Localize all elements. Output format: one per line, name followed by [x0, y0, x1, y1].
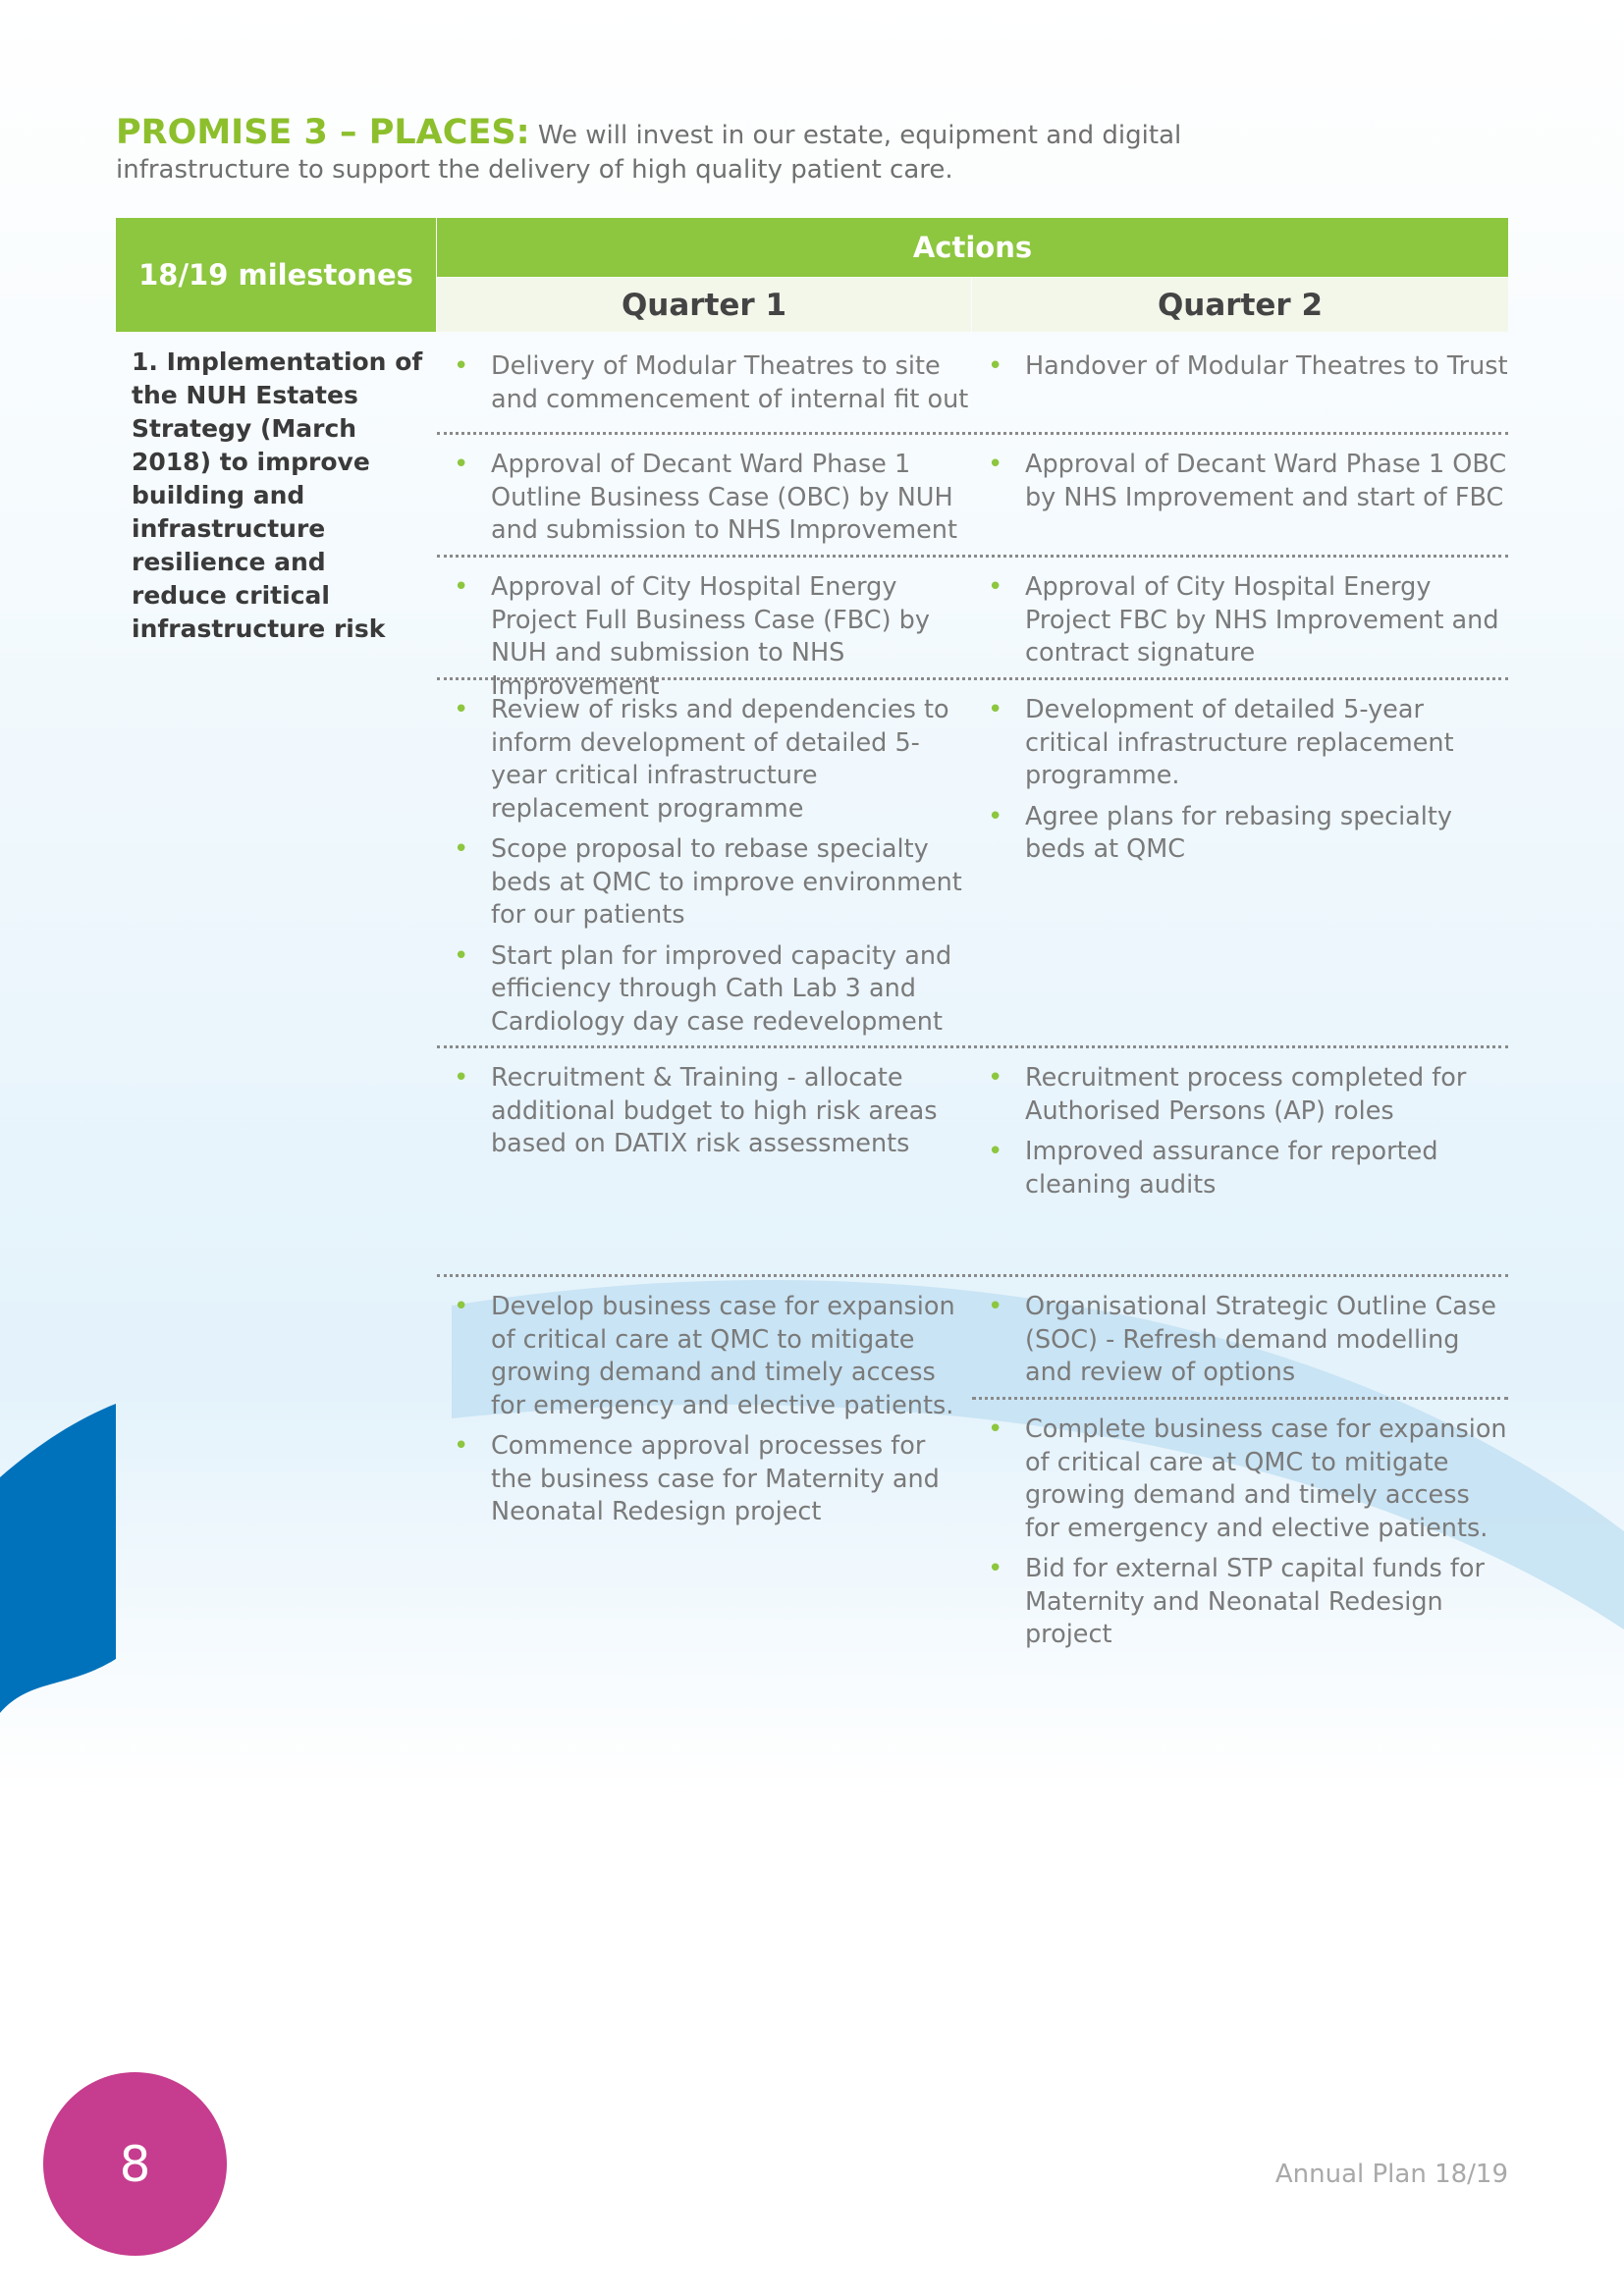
row3-q2 [988, 571, 1508, 678]
row4-q2 [988, 694, 1508, 875]
list-item: • Organisational Strategic Outline Case (SOC) - Refresh demand modelling and review of options [988, 1292, 1496, 1387]
list-item: • Development of detailed 5-year critical infrastructure replacement programme. [988, 695, 1454, 790]
milestones-header: 18/19 milestones [116, 218, 436, 332]
list-item: • Recruitment & Training - allocate additional budget to high risk areas based on DATIX risk assessments [454, 1063, 938, 1158]
promise-heading [116, 113, 1294, 187]
row-divider [437, 1045, 1508, 1048]
quarter2-header: Quarter 2 [972, 278, 1508, 332]
row6-q1 [454, 1291, 974, 1537]
list-item: • Handover of Modular Theatres to Trust [988, 350, 1508, 384]
bullet-icon: • [454, 1063, 469, 1093]
page-number-badge: 8 [43, 2072, 227, 2256]
bullet-icon: • [454, 450, 469, 479]
bullet-icon: • [988, 695, 1003, 724]
list-item: • Complete business case for expansion of critical care at QMC to mitigate growing demand and timely access for emergency and elective patients. [988, 1415, 1507, 1543]
promise-label: PROMISE 3 – PLACES: [116, 113, 530, 152]
bullet-icon: • [988, 351, 1003, 381]
row1-q1 [454, 350, 974, 424]
bullet-icon: • [988, 1554, 1003, 1583]
bullet-icon: • [454, 834, 469, 864]
bullet-icon: • [988, 1137, 1003, 1166]
bullet-icon: • [454, 572, 469, 602]
list-item: • Scope proposal to rebase specialty beds at QMC to improve environment for our patients [454, 834, 962, 930]
row2-q2 [988, 449, 1508, 522]
bullet-icon: • [454, 351, 469, 381]
list-item: • Review of risks and dependencies to inform development of detailed 5-year critical infrastructure replacement programme [454, 695, 949, 824]
list-item: • Agree plans for rebasing specialty beds at QMC [988, 801, 1452, 864]
row4-q1 [454, 694, 974, 1046]
list-item: • Approval of City Hospital Energy Project FBC by NHS Improvement and contract signature [988, 572, 1499, 667]
list-item: • Start plan for improved capacity and efficiency through Cath Lab 3 and Cardiology day case redevelopment [454, 940, 952, 1037]
bullet-icon: • [454, 940, 469, 971]
list-item: • Approval of Decant Ward Phase 1 Outline Business Case (OBC) by NUH and submission to NHS Improvement [454, 450, 957, 545]
row1-q2 [988, 350, 1508, 392]
bullet-icon: • [454, 1431, 469, 1461]
row-divider [437, 555, 1508, 558]
row3-q1 [454, 571, 974, 711]
milestone-text: 1. Implementation of the NUH Estates Strategy (March 2018) to improve building and infrastructure resilience and reduce critical infrastructure risk [132, 347, 423, 643]
row6-q2b [988, 1414, 1508, 1660]
sub-row-divider [972, 1397, 1508, 1400]
bullet-icon: • [988, 801, 1003, 831]
bullet-icon: • [454, 695, 469, 724]
list-item: • Approval of Decant Ward Phase 1 OBC by NHS Improvement and start of FBC [988, 450, 1507, 512]
bullet-icon: • [988, 1415, 1003, 1444]
footer-title: Annual Plan 18/19 [1274, 2160, 1508, 2189]
bullet-icon: • [988, 1292, 1003, 1321]
row6-q2a [988, 1291, 1508, 1398]
list-item: • Delivery of Modular Theatres to site and commencement of internal fit out [454, 351, 969, 414]
row2-q1 [454, 449, 974, 556]
bullet-icon: • [454, 1292, 469, 1321]
list-item: • Commence approval processes for the business case for Maternity and Neonatal Redesign project [454, 1431, 940, 1526]
row-divider [437, 432, 1508, 435]
list-item: • Recruitment process completed for Authorised Persons (AP) roles [988, 1063, 1467, 1126]
list-item: • Develop business case for expansion of critical care at QMC to mitigate growing demand and timely access for emergency and elective patients. [454, 1292, 955, 1420]
list-item: • Approval of City Hospital Energy Project Full Business Case (FBC) by NUH and submission to NHS Improvement [454, 572, 930, 701]
row5-q1 [454, 1062, 974, 1169]
row-divider [437, 677, 1508, 680]
actions-header: Actions [437, 218, 1508, 277]
quarter1-header: Quarter 1 [437, 278, 971, 332]
list-item: • Bid for external STP capital funds for Maternity and Neonatal Redesign project [988, 1554, 1485, 1649]
row5-q2 [988, 1062, 1508, 1209]
list-item: • Improved assurance for reported cleaning audits [988, 1137, 1438, 1200]
promise-description: We will invest in our estate, equipment and digital infrastructure to support the delivery of high quality patient care. [116, 121, 1182, 185]
bullet-icon: • [988, 572, 1003, 602]
bullet-icon: • [988, 450, 1003, 479]
row-divider [437, 1274, 1508, 1277]
bullet-icon: • [988, 1063, 1003, 1093]
